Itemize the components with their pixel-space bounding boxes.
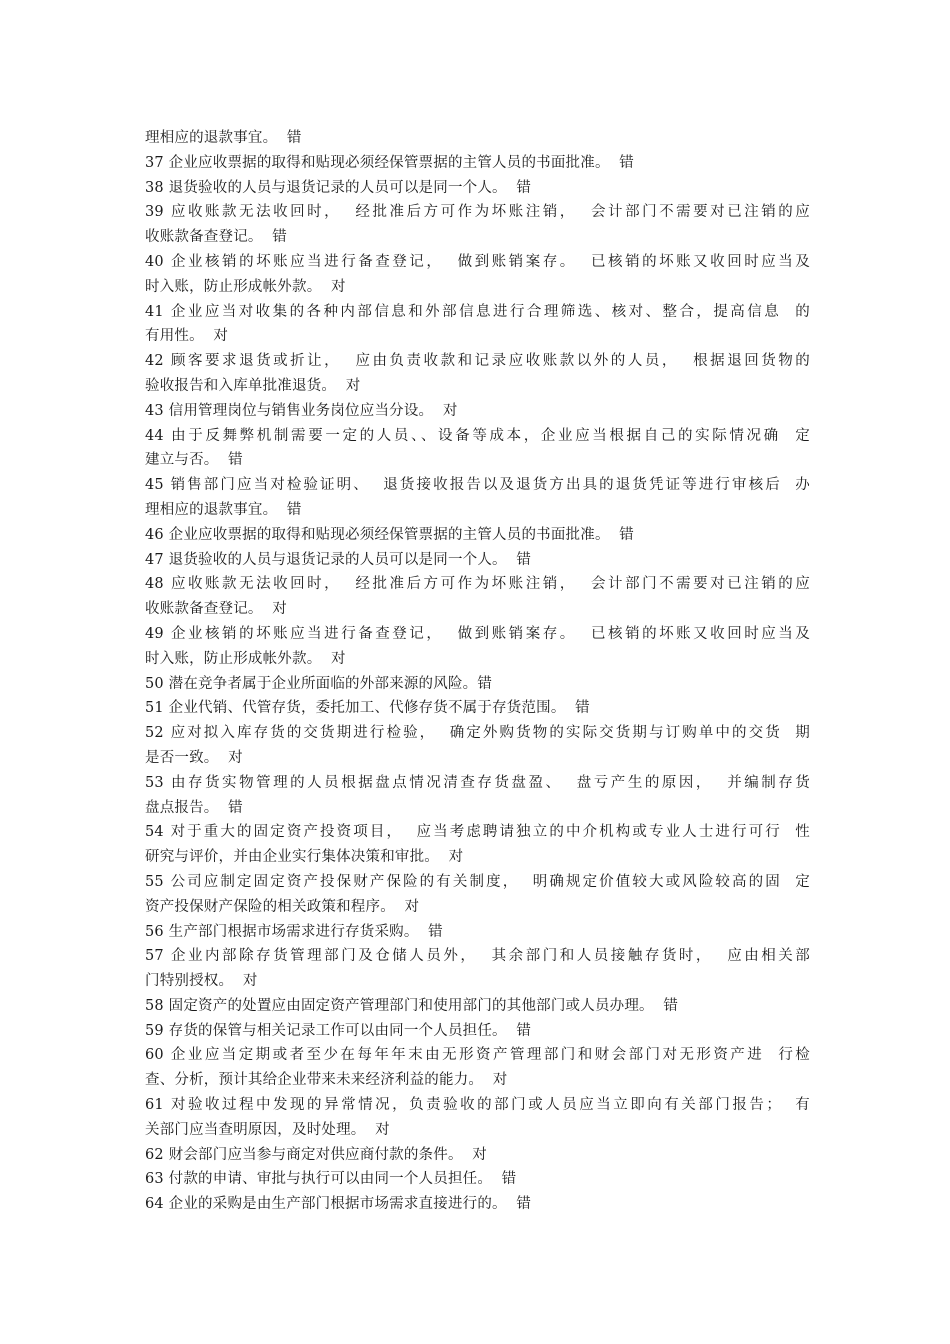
text-line: 41 企业应当对收集的各种内部信息和外部信息进行合理筛选、核对、整合，提高信息 的 <box>145 303 810 320</box>
text-line: 48 应收账款无法收回时， 经批准后方可作为坏账注销， 会计部门不需要对已注销的应 <box>145 576 810 593</box>
text-line: 47 退货验收的人员与退货记录的人员可以是同一个人。 错 <box>145 551 532 568</box>
text-line: 时入账，防止形成帐外款。 对 <box>145 278 346 295</box>
text-line: 查、分析，预计其给企业带来未来经济利益的能力。 对 <box>145 1072 508 1089</box>
text-line: 建立与否。 错 <box>145 452 243 469</box>
text-line: 43 信用管理岗位与销售业务岗位应当分设。 对 <box>145 402 458 419</box>
text-line: 53 由存货实物管理的人员根据盘点情况清查存货盘盈、 盘亏产生的原因， 并编制存货 <box>145 774 810 791</box>
text-line: 54 对于重大的固定资产投资项目， 应当考虑聘请独立的中介机构或专业人士进行可行 性 <box>145 824 810 841</box>
text-line: 63 付款的申请、审批与执行可以由同一个人员担任。 错 <box>145 1171 517 1188</box>
text-line: 是否一致。 对 <box>145 749 243 766</box>
text-line: 38 退货验收的人员与退货记录的人员可以是同一个人。 错 <box>145 179 532 196</box>
text-line: 资产投保财产保险的相关政策和程序。 对 <box>145 898 420 915</box>
text-line: 58 固定资产的处置应由固定资产管理部门和使用部门的其他部门或人员办理。 错 <box>145 997 679 1014</box>
text-line: 56 生产部门根据市场需求进行存货采购。 错 <box>145 923 443 940</box>
text-line: 61 对验收过程中发现的异常情况，负责验收的部门或人员应当立即向有关部门报告； 有 <box>145 1097 810 1114</box>
text-line: 有用性。 对 <box>145 328 229 345</box>
text-line: 45 销售部门应当对检验证明、 退货接收报告以及退货方出具的退货凭证等进行审核后 办 <box>145 477 810 494</box>
text-line: 收账款备查登记。 对 <box>145 601 287 618</box>
text-line: 57 企业内部除存货管理部门及仓储人员外， 其余部门和人员接触存货时， 应由相关部 <box>145 948 810 965</box>
document-body <box>145 126 810 1217</box>
text-line: 40 企业核销的坏账应当进行备查登记， 做到账销案存。 已核销的坏账又收回时应当及 <box>145 253 810 270</box>
text-line: 关部门应当查明原因，及时处理。 对 <box>145 1121 390 1138</box>
text-line: 研究与评价，并由企业实行集体决策和审批。 对 <box>145 849 464 866</box>
text-line: 49 企业核销的坏账应当进行备查登记， 做到账销案存。 已核销的坏账又收回时应当及 <box>145 625 810 642</box>
text-line: 42 顾客要求退货或折让， 应由负责收款和记录应收账款以外的人员， 根据退回货物的 <box>145 353 810 370</box>
text-line: 37 企业应收票据的取得和贴现必须经保管票据的主管人员的书面批准。 错 <box>145 154 634 171</box>
text-line: 64 企业的采购是由生产部门根据市场需求直接进行的。 错 <box>145 1196 532 1213</box>
text-line: 52 应对拟入库存货的交货期进行检验， 确定外购货物的实际交货期与订购单中的交货 期 <box>145 725 810 742</box>
text-line: 62 财会部门应当参与商定对供应商付款的条件。 对 <box>145 1146 487 1163</box>
text-line: 50 潜在竞争者属于企业所面临的外部来源的风险。错 <box>145 675 493 692</box>
text-line: 门特别授权。 对 <box>145 973 258 990</box>
text-line: 验收报告和入库单批准退货。 对 <box>145 377 361 394</box>
text-line: 收账款备查登记。 错 <box>145 229 287 246</box>
text-line: 46 企业应收票据的取得和贴现必须经保管票据的主管人员的书面批准。 错 <box>145 526 634 543</box>
text-line: 55 公司应制定固定资产投保财产保险的有关制度， 明确规定价值较大或风险较高的固 定 <box>145 873 810 890</box>
text-line: 理相应的退款事宜。 错 <box>145 130 302 146</box>
text-line: 51 企业代销、代管存货，委托加工、代修存货不属于存货范围。 错 <box>145 700 590 717</box>
text-line: 盘点报告。 错 <box>145 799 243 816</box>
text-line: 60 企业应当定期或者至少在每年年末由无形资产管理部门和财会部门对无形资产进 行检 <box>145 1047 810 1064</box>
text-line: 39 应收账款无法收回时， 经批准后方可作为坏账注销， 会计部门不需要对已注销的应 <box>145 204 810 221</box>
text-line: 时入账，防止形成帐外款。 对 <box>145 650 346 667</box>
text-line: 理相应的退款事宜。 错 <box>145 501 302 518</box>
text-line: 44 由于反舞弊机制需要一定的人员、、设备等成本，企业应当根据自己的实际情况确 定 <box>145 427 810 444</box>
text-line: 59 存货的保管与相关记录工作可以由同一个人员担任。 错 <box>145 1022 532 1039</box>
